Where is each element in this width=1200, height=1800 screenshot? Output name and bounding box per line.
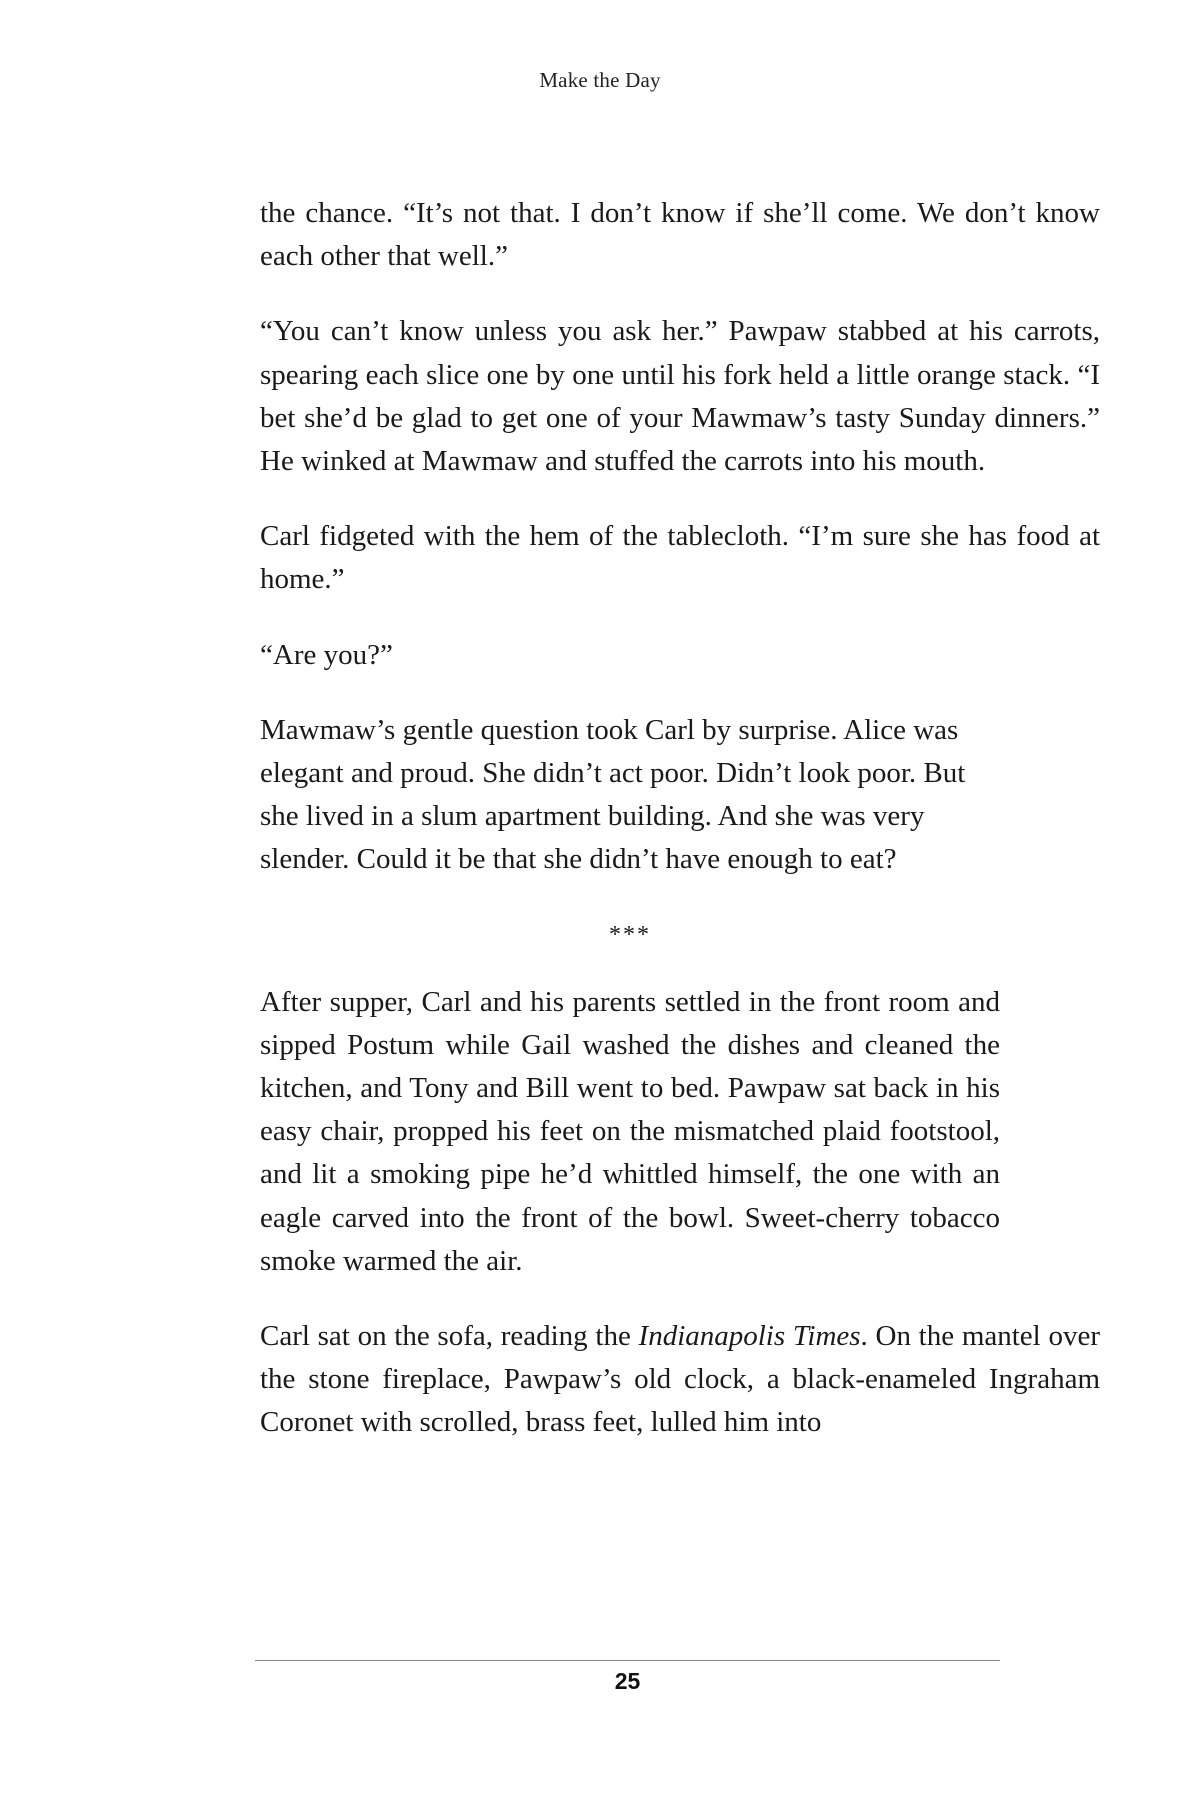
body-text xyxy=(260,192,1100,1477)
footer-rule xyxy=(255,1660,1000,1661)
paragraph-5: Mawmaw’s gentle question took Carl by surprise. Alice was elegant and proud. She didn’t act poor. Didn’t look poor. But she lived in a slum apartment building. And she was very slender. Could it be that she didn’t have enough to eat? xyxy=(260,713,966,876)
paragraph-7-after: . On the mantel over the stone fireplace, Pawpaw’s old clock, a black-enameled Ingraham Coronet with scrolled, brass feet, lulled him into xyxy=(260,1320,1100,1439)
paragraph-4: “Are you?” xyxy=(260,638,393,671)
page-number: 25 xyxy=(614,1668,641,1694)
paragraph-6: After supper, Carl and his parents settled in the front room and sipped Postum while Gail washed the dishes and cleaned the kitchen, and Tony and Bill went to bed. Pawpaw sat back in his easy chair, propped his feet on the mismatched plaid footstool, and lit a smoking pipe he’d whittled himself, the one with an eagle carved into the front of the bowl. Sweet-cherry tobacco smoke warmed the air. xyxy=(260,985,1000,1277)
scene-break: *** xyxy=(609,921,651,948)
paragraph-7 xyxy=(260,1315,1100,1445)
paragraph-2: “You can’t know unless you ask her.” Pawpaw stabbed at his carrots, spearing each slice one by one until his fork held a little orange stack. “I bet she’d be glad to get one of your Mawmaw’s tasty Sunday dinners.” He winked at Mawmaw and stuffed the carrots into his mouth. xyxy=(260,315,1100,478)
running-header: Make the Day xyxy=(539,68,661,92)
newspaper-title: Indianapolis Times xyxy=(638,1320,861,1353)
paragraph-3: Carl fidgeted with the hem of the tablecloth. “I’m sure she has food at home.” xyxy=(260,520,1100,596)
paragraph-1: the chance. “It’s not that. I don’t know if she’ll come. We don’t know each other that well.” xyxy=(260,197,1100,273)
paragraph-7-before: Carl sat on the sofa, reading the xyxy=(260,1320,639,1353)
